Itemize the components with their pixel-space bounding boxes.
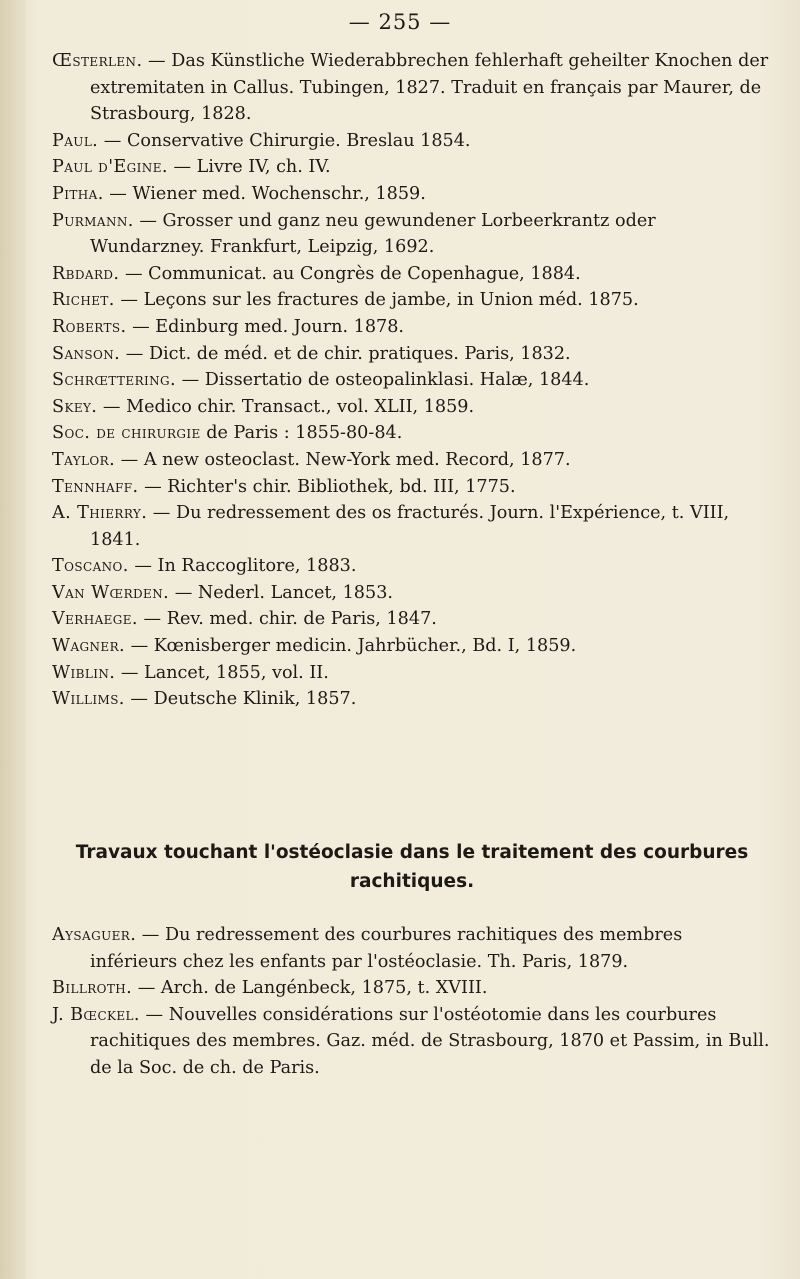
reference-author: Wiblin. bbox=[52, 662, 116, 683]
reference-entry bbox=[52, 314, 772, 341]
reference-author: Paul. bbox=[52, 130, 99, 151]
reference-entry bbox=[52, 261, 772, 288]
reference-author: Œsterlen. bbox=[52, 51, 143, 71]
reference-text: — Communicat. au Congrès de Copenhague, 1884. bbox=[119, 263, 581, 284]
reference-author: Schrœttering. bbox=[52, 370, 177, 391]
reference-entry bbox=[52, 208, 772, 261]
reference-author: Billroth. bbox=[52, 978, 133, 999]
reference-entry bbox=[52, 48, 772, 128]
reference-text: — Dict. de méd. et de chir. pratiques. Paris, 1832. bbox=[120, 343, 571, 364]
reference-author: Toscano. bbox=[52, 556, 129, 577]
reference-entry bbox=[52, 686, 772, 713]
page-gutter bbox=[0, 0, 26, 1279]
reference-text: — Kœnisberger medicin. Jahrbücher., Bd. I, 1859. bbox=[125, 636, 577, 657]
reference-author: Aysaguer. bbox=[52, 925, 137, 945]
reference-text: — Richter's chir. Bibliothek, bd. III, 1775. bbox=[138, 476, 516, 497]
reference-entry bbox=[52, 975, 772, 1002]
reference-author: Tennhaff. bbox=[52, 476, 139, 497]
reference-entry bbox=[52, 500, 772, 553]
reference-author: A. Thierry. bbox=[52, 503, 148, 524]
reference-text: — Arch. de Langénbeck, 1875, t. XVIII. bbox=[132, 978, 488, 999]
reference-entry bbox=[52, 447, 772, 474]
reference-entry bbox=[52, 1002, 772, 1082]
reference-text: — Du redressement des os fracturés. Journ. l'Expérience, t. VIII, 1841. bbox=[90, 503, 730, 550]
reference-text: — Deutsche Klinik, 1857. bbox=[124, 689, 357, 710]
reference-text: — Das Künstliche Wiederabbrechen fehlerhaft geheilter Knochen der extremitaten in Callus. Tubingen, 1827. Traduit en français par Maurer, de Strasbourg, 1828. bbox=[90, 51, 769, 125]
reference-text: — Grosser und ganz neu gewundener Lorbeerkrantz oder Wundarzney. Frankfurt, Leipzig, 1692. bbox=[90, 210, 656, 258]
reference-entry bbox=[52, 606, 772, 633]
reference-author: Taylor. bbox=[52, 449, 116, 470]
reference-text: — Leçons sur les fractures de jambe, in Union méd. 1875. bbox=[114, 290, 639, 311]
reference-text: — Edinburg med. Journ. 1878. bbox=[126, 316, 405, 337]
reference-entry bbox=[52, 420, 772, 447]
reference-entry bbox=[52, 580, 772, 607]
reference-text: — Nederl. Lancet, 1853. bbox=[169, 582, 393, 603]
reference-author: Verhaege. bbox=[52, 609, 138, 630]
reference-entry bbox=[52, 394, 772, 421]
reference-text: — A new osteoclast. New-York med. Record, 1877. bbox=[115, 449, 571, 470]
reference-author: Richet. bbox=[52, 290, 115, 311]
reference-author: Van Wœrden. bbox=[52, 582, 170, 603]
reference-text: de Paris : 1855-80-84. bbox=[200, 423, 403, 444]
reference-text: — Dissertatio de osteopalinklasi. Halæ, 1844. bbox=[176, 370, 590, 391]
reference-text: — Medico chir. Transact., vol. XLII, 1859. bbox=[97, 396, 475, 417]
reference-entry bbox=[52, 367, 772, 394]
reference-author: Rbdard. bbox=[52, 263, 120, 284]
page-number: — 255 — bbox=[348, 10, 452, 34]
reference-list bbox=[52, 48, 772, 713]
reference-list-rachitic bbox=[52, 922, 772, 1082]
reference-entry bbox=[52, 474, 772, 501]
reference-text: — Nouvelles considérations sur l'ostéotomie dans les courbures rachitiques des membres. Gaz. méd. de Strasbourg, 1870 et Passim, in Bull. de la Soc. de ch. de Paris. bbox=[90, 1004, 770, 1078]
reference-author: J. Bœckel. bbox=[52, 1004, 140, 1025]
reference-author: Skey. bbox=[52, 396, 98, 417]
reference-text: — Livre IV, ch. IV. bbox=[167, 157, 331, 178]
reference-text: — In Raccoglitore, 1883. bbox=[128, 556, 357, 577]
reference-entry bbox=[52, 633, 772, 660]
reference-entry bbox=[52, 154, 772, 181]
reference-author: Purmann. bbox=[52, 210, 134, 231]
reference-entry bbox=[52, 128, 772, 155]
reference-text: — Conservative Chirurgie. Breslau 1854. bbox=[98, 130, 471, 151]
reference-author: Soc. de chirurgie bbox=[52, 423, 201, 444]
section-title: Travaux touchant l'ostéoclasie dans le traitement des courbures rachitiques. bbox=[75, 842, 749, 892]
reference-author: Pitha. bbox=[52, 183, 104, 204]
reference-entry bbox=[52, 922, 772, 975]
reference-author: Roberts. bbox=[52, 316, 127, 337]
reference-author: Sanson. bbox=[52, 343, 121, 364]
reference-entry bbox=[52, 341, 772, 368]
reference-entry bbox=[52, 181, 772, 208]
reference-text: — Lancet, 1855, vol. II. bbox=[115, 662, 329, 683]
reference-entry bbox=[52, 287, 772, 314]
reference-author: Willims. bbox=[52, 689, 125, 710]
reference-author: Paul d'Egine. bbox=[52, 157, 168, 178]
reference-entry bbox=[52, 660, 772, 687]
reference-entry bbox=[52, 553, 772, 580]
reference-author: Wagner. bbox=[52, 636, 126, 657]
reference-text: — Du redressement des courbures rachitiques des membres inférieurs chez les enfants par l'ostéoclasie. Th. Paris, 1879. bbox=[90, 925, 683, 972]
reference-text: — Rev. med. chir. de Paris, 1847. bbox=[137, 609, 437, 630]
reference-text: — Wiener med. Wochenschr., 1859. bbox=[103, 183, 426, 204]
